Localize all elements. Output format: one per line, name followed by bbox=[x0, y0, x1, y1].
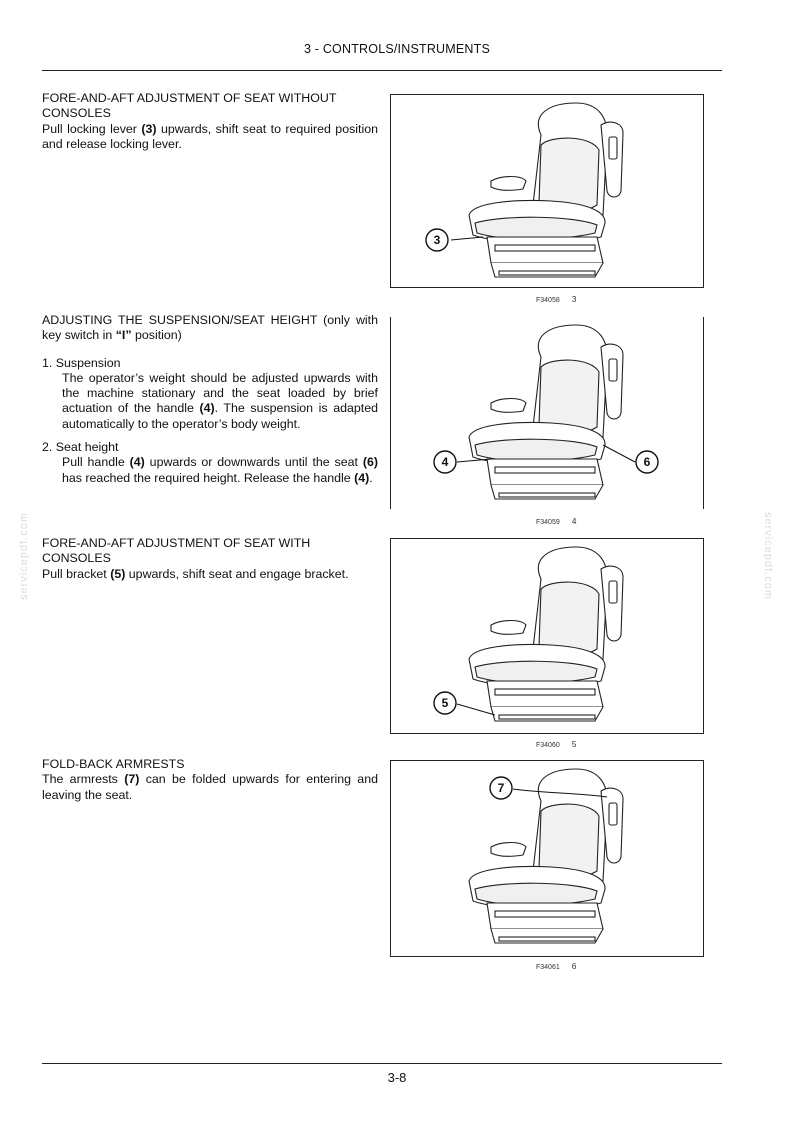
section-body: Pull locking lever (3) upwards, shift seat to required position and release locking lever. bbox=[42, 121, 379, 151]
svg-text:3: 3 bbox=[433, 233, 441, 247]
section-title: ADJUSTING THE SUSPENSION/SEAT HEIGHT (only with key switch in “I” position) bbox=[42, 313, 378, 343]
page-number: 3-8 bbox=[387, 1070, 407, 1085]
svg-text:5: 5 bbox=[441, 696, 449, 710]
callout bbox=[434, 692, 456, 714]
section-fore-aft-with-consoles bbox=[42, 536, 378, 582]
instruction-list bbox=[42, 356, 378, 486]
svg-text:7: 7 bbox=[497, 781, 505, 795]
section-title: FORE-AND-AFT ADJUSTMENT OF SEAT WITHOUT CONSOLES bbox=[42, 91, 337, 121]
header-rule bbox=[42, 70, 722, 71]
watermark-left: servicepdf.com bbox=[18, 512, 30, 600]
figure-caption: F34058 3 bbox=[536, 294, 577, 304]
callout bbox=[490, 777, 512, 799]
callout bbox=[426, 229, 448, 251]
seat-illustration bbox=[391, 317, 703, 509]
figure-caption: F34061 6 bbox=[536, 961, 577, 971]
callout bbox=[636, 451, 658, 473]
section-title: FORE-AND-AFT ADJUSTMENT OF SEAT WITH CONSOLES bbox=[42, 536, 311, 566]
figure-fold-back-armrest bbox=[390, 760, 704, 957]
section-body: The armrests (7) can be folded upwards for entering and leaving the seat. bbox=[42, 772, 378, 802]
section-fold-back-armrests bbox=[42, 757, 378, 803]
figure-caption: F34059 4 bbox=[536, 516, 577, 526]
section-fore-aft-without-consoles bbox=[42, 91, 378, 152]
page-header: 3 - CONTROLS/INSTRUMENTS bbox=[303, 42, 491, 56]
seat-illustration bbox=[391, 95, 703, 287]
section-body: Pull bracket (5) upwards, shift seat and engage bracket. bbox=[42, 566, 349, 581]
footer-rule bbox=[42, 1063, 722, 1064]
seat-illustration bbox=[391, 761, 703, 956]
figure-seat-locking-lever bbox=[390, 94, 704, 288]
seat-illustration bbox=[391, 539, 703, 733]
watermark-right: servicepdf.com bbox=[762, 512, 774, 600]
figure-suspension-handle bbox=[390, 317, 704, 509]
callout bbox=[434, 451, 456, 473]
svg-text:6: 6 bbox=[643, 455, 651, 469]
figure-console-bracket bbox=[390, 538, 704, 734]
list-item: 2. Seat height Pull handle (4) upwards or downwards until the seat (6) has reached the required height. Release the handle (4). bbox=[42, 440, 379, 485]
section-title: FOLD-BACK ARMRESTS bbox=[42, 757, 185, 771]
section-suspension-seat-height bbox=[42, 313, 378, 494]
figure-caption: F34060 5 bbox=[536, 739, 577, 749]
svg-text:4: 4 bbox=[441, 455, 449, 469]
list-item: 1. Suspension The operator’s weight should be adjusted upwards with the machine stationary and the seat loaded by brief actuation of the handle (4). The suspension is adapted automatically to the operator’s body weight. bbox=[42, 355, 378, 431]
